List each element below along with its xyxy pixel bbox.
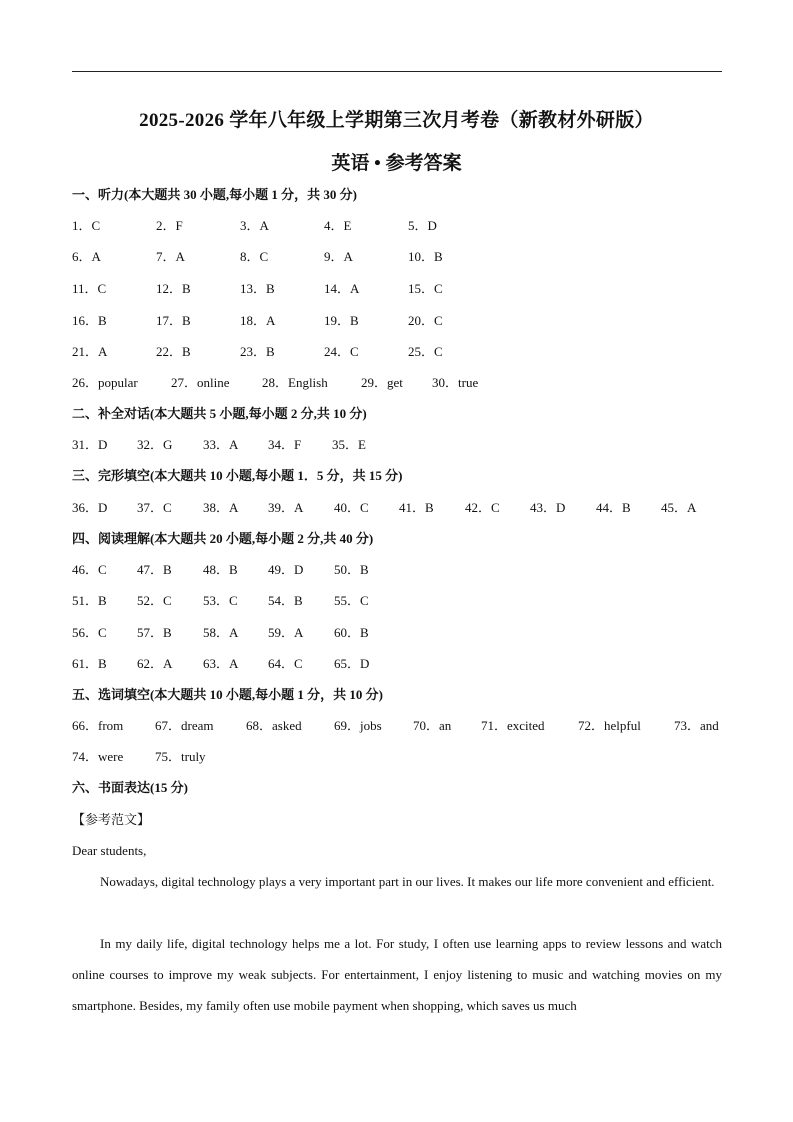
essay-greeting: Dear students, bbox=[72, 843, 147, 858]
answer-item: 6．A bbox=[72, 249, 101, 264]
answer-item: 5．D bbox=[408, 218, 437, 233]
answer-item: 20．C bbox=[408, 313, 443, 328]
page-subtitle: 英语 • 参考答案 bbox=[331, 153, 462, 174]
essay-paragraph-2: In my daily life, digital technology helps me a lot. For study, I often use learning apps to review lessons and watch online courses to improve my weak subjects. For entertainment, I enjoy listening to music and watching movies on my smartphone. Besides, my family often use mobile payment when shopping, which saves us much bbox=[72, 936, 722, 1013]
answer-item: 12．B bbox=[156, 281, 191, 296]
section-heading-word-fill: 五、选词填空(本大题共 10 小题,每小题 1 分，共 10 分) bbox=[72, 687, 383, 702]
answer-item: 33．A bbox=[203, 437, 239, 452]
answer-item: 62．A bbox=[137, 656, 173, 671]
answer-item: 27．online bbox=[171, 375, 230, 390]
answer-item: 52．C bbox=[137, 593, 172, 608]
answer-item: 19．B bbox=[324, 313, 359, 328]
answer-item: 1．C bbox=[72, 218, 101, 233]
section-heading-reading: 四、阅读理解(本大题共 20 小题,每小题 2 分,共 40 分) bbox=[72, 531, 374, 546]
answer-item: 8．C bbox=[240, 249, 269, 264]
answer-item: 21．A bbox=[72, 344, 108, 359]
answer-item: 23．B bbox=[240, 344, 275, 359]
answer-item: 4．E bbox=[324, 218, 352, 233]
answer-item: 11．C bbox=[72, 281, 107, 296]
section-heading-listening: 一、听力(本大题共 30 小题,每小题 1 分，共 30 分) bbox=[72, 187, 357, 202]
answer-item: 49．D bbox=[268, 562, 304, 577]
answer-item: 35．E bbox=[332, 437, 366, 452]
answer-item: 75．truly bbox=[155, 749, 206, 764]
answer-item: 26．popular bbox=[72, 375, 138, 390]
section-heading-dialogue: 二、补全对话(本大题共 5 小题,每小题 2 分,共 10 分) bbox=[72, 406, 367, 421]
answer-item: 64．C bbox=[268, 656, 303, 671]
answer-item: 58．A bbox=[203, 625, 239, 640]
answer-item: 66．from bbox=[72, 718, 124, 733]
answer-item: 45．A bbox=[661, 500, 697, 515]
answer-item: 16．B bbox=[72, 313, 107, 328]
answer-item: 15．C bbox=[408, 281, 443, 296]
answer-item: 25．C bbox=[408, 344, 443, 359]
answer-item: 51．B bbox=[72, 593, 107, 608]
answer-item: 59．A bbox=[268, 625, 304, 640]
answer-item: 37．C bbox=[137, 500, 172, 515]
answer-item: 72．helpful bbox=[578, 718, 641, 733]
answer-item: 30．true bbox=[432, 375, 479, 390]
answer-item: 41．B bbox=[399, 500, 434, 515]
answer-item: 7．A bbox=[156, 249, 185, 264]
answer-item: 50．B bbox=[334, 562, 369, 577]
answer-item: 53．C bbox=[203, 593, 238, 608]
header-rule bbox=[72, 71, 722, 72]
answer-item: 70．an bbox=[413, 718, 452, 733]
answer-item: 71．excited bbox=[481, 718, 545, 733]
answer-item: 56．C bbox=[72, 625, 107, 640]
answer-item: 44．B bbox=[596, 500, 631, 515]
answer-item: 36．D bbox=[72, 500, 108, 515]
answer-item: 14．A bbox=[324, 281, 360, 296]
essay-label: 【参考范文】 bbox=[72, 812, 151, 827]
section-heading-writing: 六、书面表达(15 分) bbox=[72, 780, 188, 795]
answer-item: 17．B bbox=[156, 313, 191, 328]
answer-item: 32．G bbox=[137, 437, 173, 452]
section-heading-cloze: 三、完形填空(本大题共 10 小题,每小题 1．5 分，共 15 分) bbox=[72, 468, 403, 483]
answer-item: 38．A bbox=[203, 500, 239, 515]
answer-item: 48．B bbox=[203, 562, 238, 577]
answer-item: 63．A bbox=[203, 656, 239, 671]
answer-item: 60．B bbox=[334, 625, 369, 640]
answer-item: 67．dream bbox=[155, 718, 214, 733]
answer-item: 40．C bbox=[334, 500, 369, 515]
answer-item: 47．B bbox=[137, 562, 172, 577]
answer-item: 10．B bbox=[408, 249, 443, 264]
answer-item: 43．D bbox=[530, 500, 566, 515]
answer-item: 18．A bbox=[240, 313, 276, 328]
answer-item: 61．B bbox=[72, 656, 107, 671]
answer-item: 69．jobs bbox=[334, 718, 382, 733]
answer-item: 65．D bbox=[334, 656, 370, 671]
answer-item: 22．B bbox=[156, 344, 191, 359]
answer-item: 34．F bbox=[268, 437, 302, 452]
answer-item: 28．English bbox=[262, 375, 328, 390]
page-title: 2025-2026 学年八年级上学期第三次月考卷（新教材外研版） bbox=[139, 110, 654, 131]
answer-item: 73．and bbox=[674, 718, 719, 733]
answer-item: 54．B bbox=[268, 593, 303, 608]
answer-item: 68．asked bbox=[246, 718, 302, 733]
answer-item: 74．were bbox=[72, 749, 124, 764]
answer-item: 42．C bbox=[465, 500, 500, 515]
answer-item: 46．C bbox=[72, 562, 107, 577]
answer-item: 13．B bbox=[240, 281, 275, 296]
answer-item: 24．C bbox=[324, 344, 359, 359]
answer-item: 2．F bbox=[156, 218, 183, 233]
answer-item: 57．B bbox=[137, 625, 172, 640]
essay-paragraph-1: Nowadays, digital technology plays a very important part in our lives. It makes our life more convenient and efficient. bbox=[100, 874, 715, 889]
answer-item: 29．get bbox=[361, 375, 403, 390]
answer-item: 55．C bbox=[334, 593, 369, 608]
answer-item: 3．A bbox=[240, 218, 269, 233]
answer-item: 9．A bbox=[324, 249, 353, 264]
answer-item: 39．A bbox=[268, 500, 304, 515]
answer-item: 31．D bbox=[72, 437, 108, 452]
